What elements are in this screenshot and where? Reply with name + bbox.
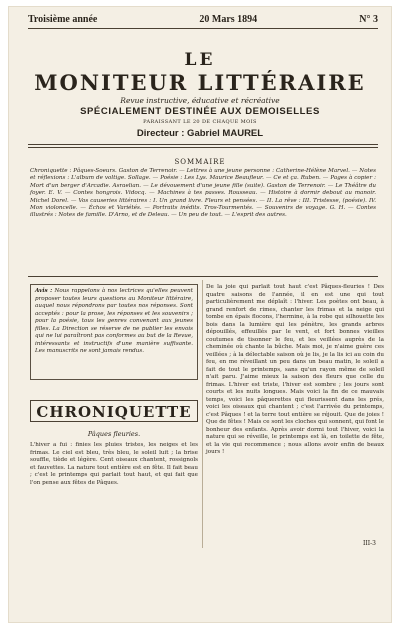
right-column-body: De la joie qui parlait tout haut c'est Pâques-fleuries ! Des quatre saisons de l'année, il en est une qui tout particulièrement me déplaît : l'hiver. Les poètes ont beau, à grand renfort de rimes, chanter les frimas et la neige qui tombe en épais flocons, l'hermine, à la robe qui silhouette les bois dans la lumière qui les pénètre, les grands arbres dépouillés, effeuillés par le vent, et fort bonnes vieilles coutumes de tisonner le feu, et les veillées auprès de la cheminée où chante la bûche. Mais moi, je n'aime guère ces veillées ; à la délectable saison où je lis, je la lis ici au coin du feu, en me réveillant un peu dans un beau matin, le soleil a fait de tout le printemps, sans qu'un rayon même de soleil n'ait paru. J'aime mieux la saison des fleurs que celle du frimas. L'hiver est triste, l'hiver est sombre ; les jours sont courts et les nuits longues. Mais voici la fin de ce mauvais temps, voici les pâquerettes qui fleurissent dans les prés, voici les oiseaux qui chantent ; c'est l'arrivée du printemps, c'est Pâques ! et la terre tout entière se réjouit. Que de joies ! Que de fêtes ! Mais ce sont les cloches qui sonnent, qui font le bonheur des enfants. Après avoir dormi tout l'hiver, voici la nature qui se réveille, le printemps est là, en toilette de fête, et la vie qui recommence ; nous allons avoir enfin de beaux jours ! (206, 284, 384, 455)
masthead-rule (28, 144, 378, 145)
sommaire-title: SOMMAIRE (174, 158, 226, 166)
masthead-parution: PARAISSANT LE 20 DE CHAQUE MOIS (143, 119, 257, 125)
year-label: Troisième année (28, 14, 98, 25)
sommaire-text: Chroniquette : Pâques-Soeurs. Gaston de Terrenoir. — Lettres à une jeune personne : Catherine-Hélène Marvel. — Notes et réflexions : L'album de voltige. Sollage. — Poésie : Les Lys. Maurice Beaufleur. — Ce et ça. Ruben. — Pages à copier : Mort d'un berger d'Arcadie. Asraelian. — Le dévouement d'une jeune fille (suite). Gaston de Terrenoir. — Le Théâtre du foyer. E. V. — Contes hongrois. Vidocq. — Machines à tes passes. Rousseau. — Histoire à dormir debout au manoir. Michel Dorel. — Vos causeries littéraires : I. Un grand livre. Fleurs et pensées. — II. La rêve : III. Tristesse, (poésie). IV. Mon violoncelle. — Échos et Variétés. — Portraits inédits. Tros-Tourmentés. — Souvenirs de voyage. G. H. — Contes illustrés : Notes de famille. D'Arno, et de Deleau. — Un peu de tout. — L'esprit des autres. (30, 168, 376, 219)
masthead-special: SPÉCIALEMENT DESTINÉE AUX DEMOISELLES (80, 106, 320, 117)
journal-page (8, 6, 392, 623)
avis-label: Avis : (35, 288, 53, 294)
masthead-title: MONITEUR LITTÉRAIRE (34, 70, 366, 95)
masthead-director: Directeur : Gabriel MAUREL (136, 128, 264, 139)
masthead-rule-double (28, 147, 378, 148)
page-marker: III-3 (363, 540, 376, 547)
issue-date: 20 Mars 1894 (199, 14, 258, 25)
chroniquette-body: L'hiver a fui : finies les pluies tristes, les neiges et les frimas. Le ciel est bleu, très bleu, le soleil luit ; la brise souffle, tiède et légère. Cent oiseaux chantent, rossignols et fauvettes. La nature tout entière est en fête. Il fait beau ; c'est le printemps qui parlait tout haut, et qui fait que l'on pense aux fêtes de Pâques. (30, 442, 198, 486)
masthead-subtitle: Revue instructive, éducative et récréative (120, 96, 280, 105)
issue-number: N° 3 (359, 14, 378, 25)
sommaire-rule (28, 276, 378, 277)
header-rule (28, 28, 378, 29)
issue-header (28, 14, 378, 25)
column-divider (202, 280, 203, 548)
chroniquette-title: CHRONIQUETTE (30, 400, 198, 422)
avis-text: Nous rappelons à nos lectrices qu'elles peuvent proposer toutes leurs questions au Moniteur littéraire, auquel nous répondrons par toutes nos réponses. Sont acceptés : pour la prose, les réponses et les souvenirs ; pour la poésie, tous les genres convenant aux jeunes filles. La Direction se réserve de ne publier les envois qui ne lui paraîtront pas conformes au but de la Revue, intéressants et instructifs d'une manière suffisante. Les manuscrits ne sont jamais rendus. (35, 288, 193, 354)
avis-box (30, 284, 198, 380)
chroniquette-subtitle: Pâques fleuries. (87, 430, 141, 438)
masthead-article: LE (184, 50, 216, 70)
